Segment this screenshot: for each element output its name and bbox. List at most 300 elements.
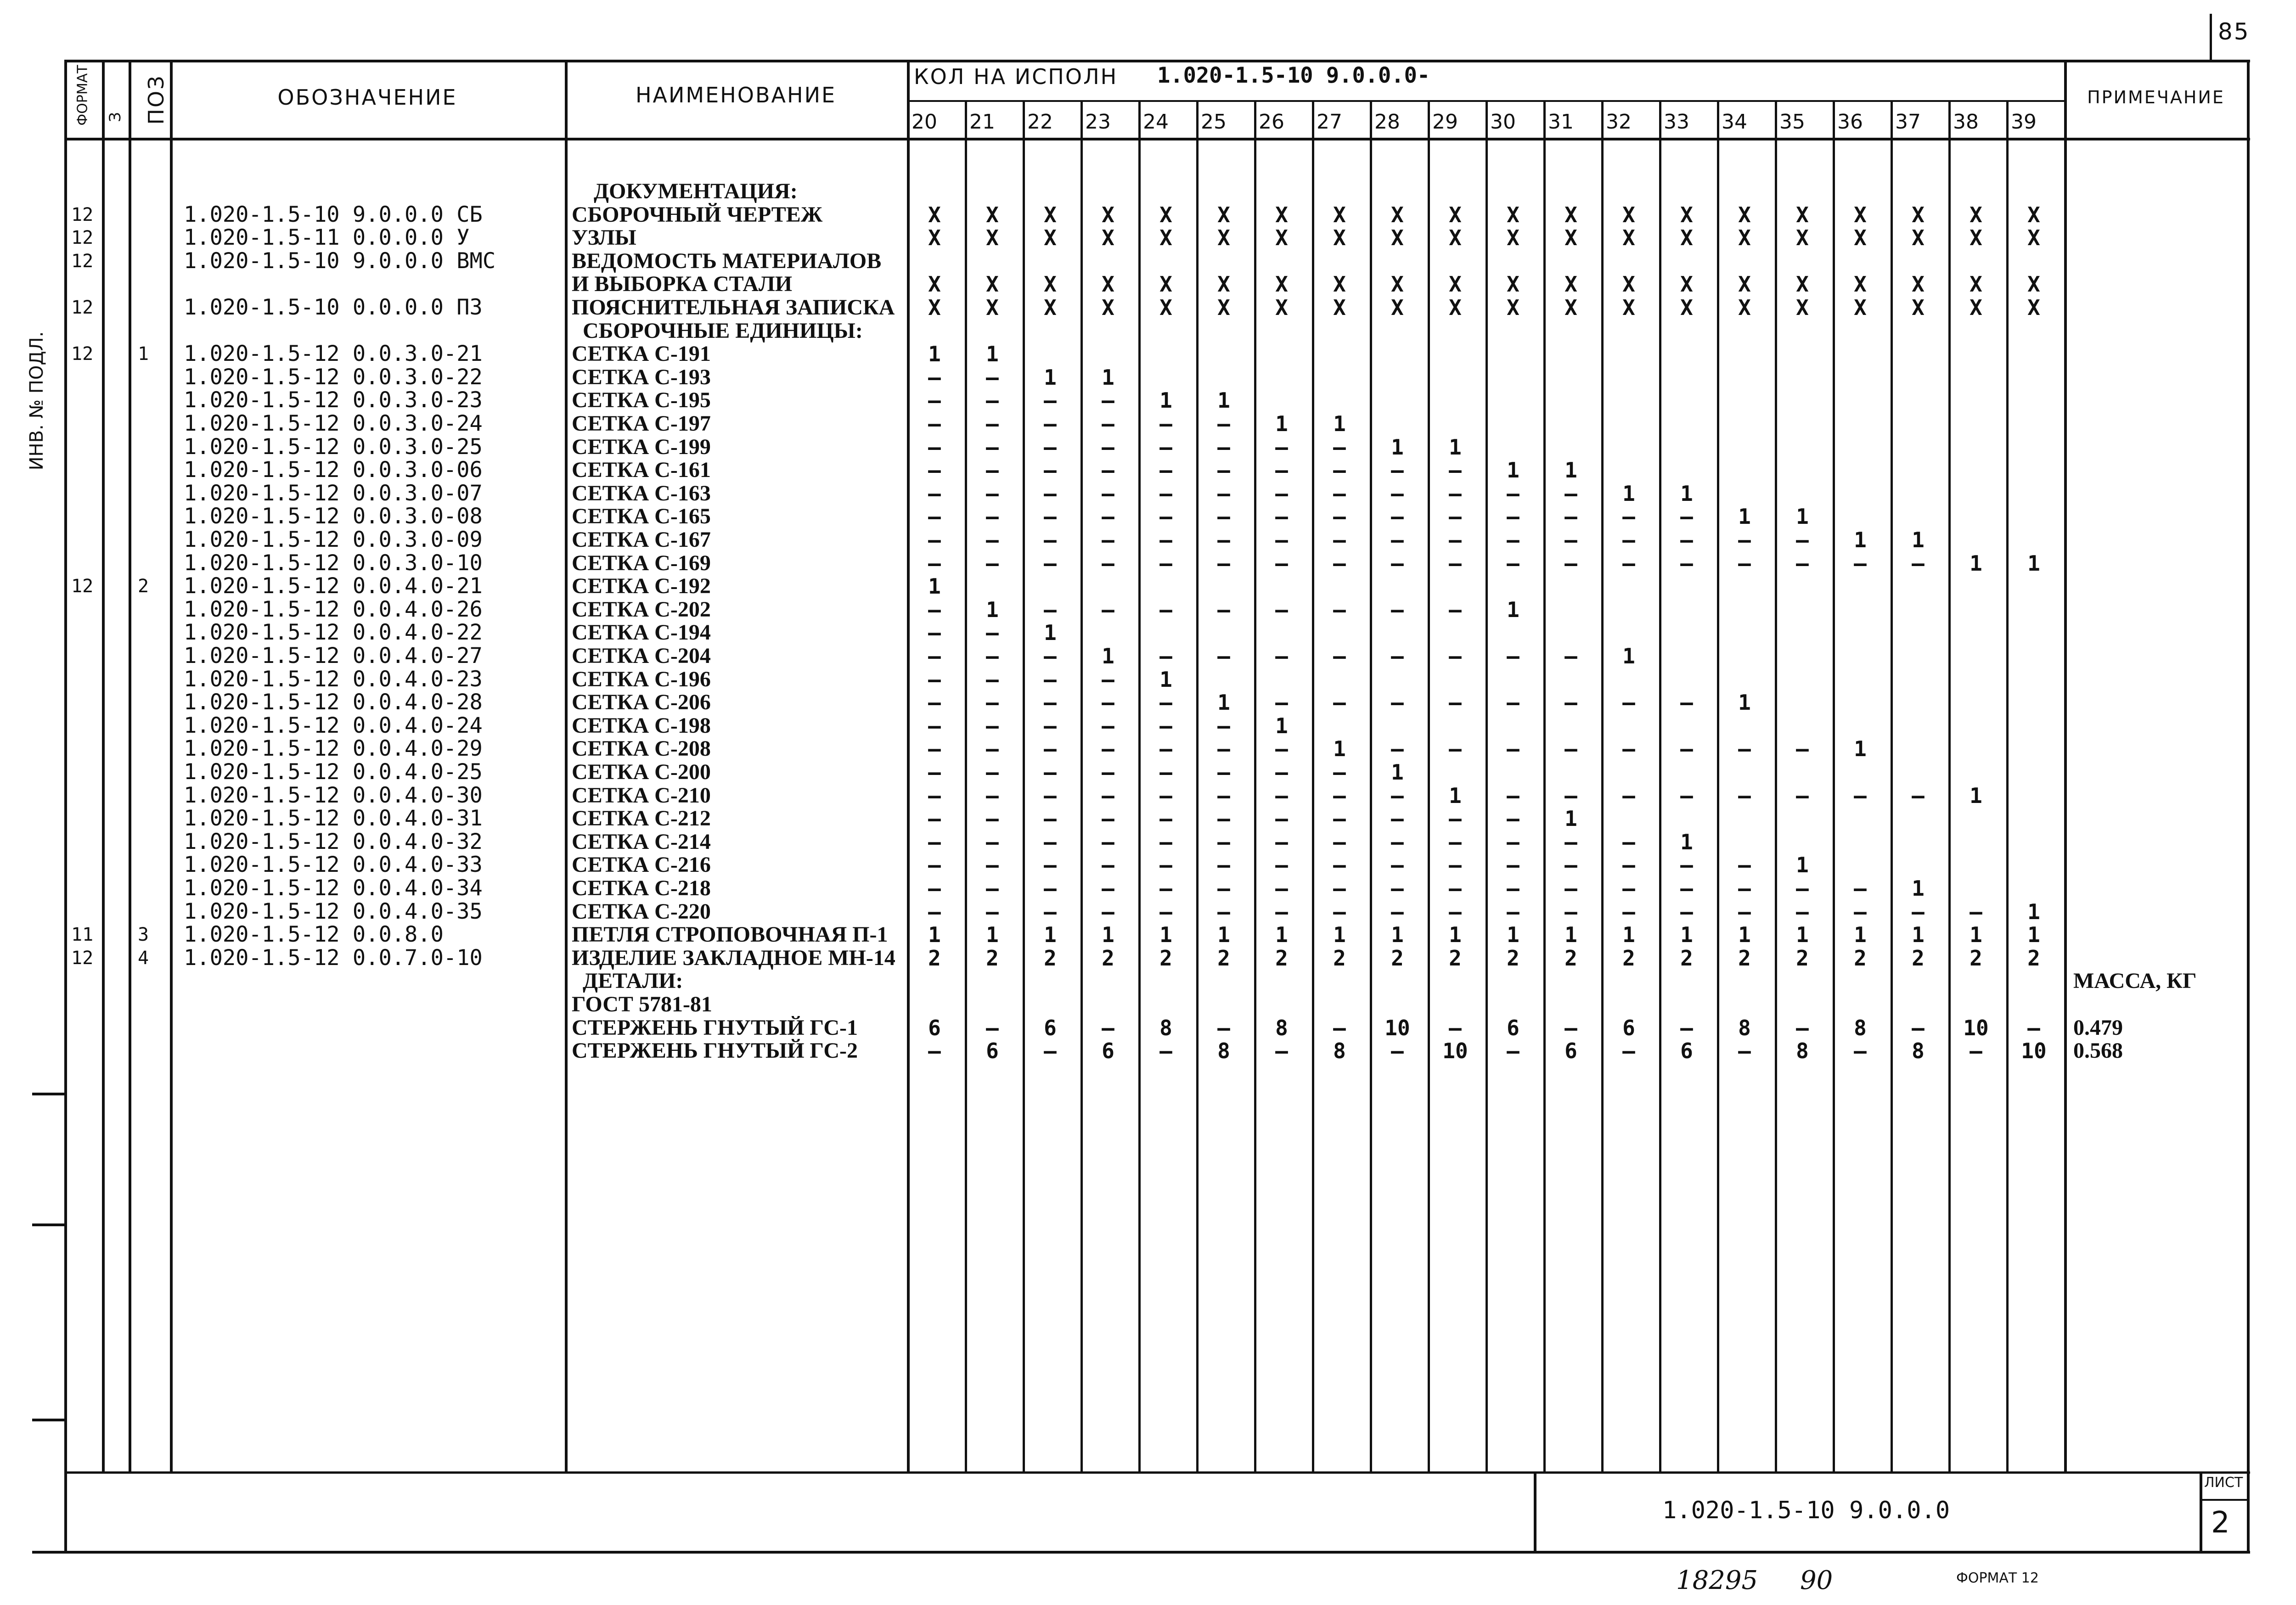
- row-qty-cell: –: [1159, 760, 1172, 785]
- row-qty-cell: X: [1391, 202, 1404, 227]
- row-qty-cell: –: [1622, 736, 1635, 762]
- row-designation: 1.020-1.5-12 0.0.4.0-34: [184, 875, 483, 901]
- row-qty-cell: 1: [1333, 922, 1346, 948]
- row-qty-cell: –: [1449, 597, 1462, 622]
- header-bottom-line: [64, 138, 2250, 140]
- row-qty-cell: 1: [1622, 481, 1635, 506]
- row-qty-cell: 2: [1912, 945, 1925, 971]
- row-qty-cell: –: [1854, 876, 1867, 901]
- row-qty-cell: –: [1391, 690, 1404, 715]
- row-qty-cell: X: [1854, 202, 1867, 227]
- row-qty-cell: –: [1044, 597, 1057, 622]
- row-qty-cell: –: [1102, 481, 1114, 506]
- row-designation: 1.020-1.5-12 0.0.4.0-32: [184, 829, 483, 854]
- row-qty-cell: –: [986, 528, 999, 552]
- row-designation: 1.020-1.5-12 0.0.4.0-24: [184, 713, 483, 738]
- row-qty-cell: –: [1102, 853, 1114, 878]
- row-qty-cell: 1: [1449, 434, 1462, 460]
- row-qty-cell: 2: [1854, 945, 1867, 971]
- row-qty-cell: –: [986, 783, 999, 808]
- row-name: СЕТКА С-202: [572, 597, 711, 622]
- row-qty-cell: –: [1217, 853, 1230, 878]
- row-qty-cell: –: [1333, 829, 1346, 854]
- variant-header: 23: [1085, 110, 1111, 134]
- row-qty-cell: –: [1507, 504, 1519, 529]
- row-qty-cell: X: [1333, 225, 1346, 251]
- row-qty-cell: –: [928, 597, 941, 622]
- row-qty-cell: 8: [1738, 1015, 1751, 1040]
- row-qty-cell: X: [928, 202, 941, 227]
- row-qty-cell: X: [1391, 295, 1404, 320]
- row-qty-cell: –: [1796, 783, 1809, 808]
- row-qty-cell: X: [1275, 225, 1288, 251]
- row-qty-cell: X: [1622, 272, 1635, 297]
- row-qty-cell: 1: [1159, 922, 1172, 948]
- row-qty-cell: 1: [1680, 481, 1693, 506]
- variant-header: 36: [1837, 110, 1863, 134]
- row-qty-cell: X: [986, 295, 999, 320]
- row-qty-cell: X: [986, 202, 999, 227]
- row-qty-cell: –: [1333, 597, 1346, 622]
- row-qty-cell: 2: [1738, 945, 1751, 971]
- row-qty-cell: –: [1391, 504, 1404, 529]
- row-qty-cell: –: [1622, 783, 1635, 808]
- row-qty-cell: 1: [2027, 922, 2040, 948]
- row-name: СЕТКА С-216: [572, 853, 711, 877]
- row-qty-cell: –: [1275, 783, 1288, 808]
- row-name: СЕТКА С-208: [572, 736, 711, 761]
- row-qty-cell: 2: [1275, 945, 1288, 971]
- row-qty-cell: X: [1044, 202, 1057, 227]
- row-qty-cell: –: [928, 853, 941, 878]
- row-designation: 1.020-1.5-10 9.0.0.0 ВМС: [184, 248, 496, 274]
- row-qty-cell: X: [1912, 272, 1925, 297]
- row-qty-cell: 1: [1738, 504, 1751, 529]
- titleblock-sheet-label: ЛИСТ: [2204, 1475, 2243, 1491]
- row-name: ПОЯСНИТЕЛЬНАЯ ЗАПИСКА: [572, 295, 895, 320]
- row-qty-cell: –: [1333, 504, 1346, 529]
- row-qty-cell: –: [1449, 899, 1462, 924]
- row-qty-cell: –: [1102, 388, 1114, 413]
- row-qty-cell: X: [2027, 295, 2040, 320]
- row-qty-cell: 2: [1507, 945, 1519, 971]
- row-qty-cell: –: [1854, 783, 1867, 808]
- row-qty-cell: –: [1217, 644, 1230, 668]
- row-name: ИЗДЕЛИЕ ЗАКЛАДНОЕ МН-14: [572, 945, 895, 970]
- row-qty-cell: –: [1912, 899, 1925, 924]
- row-qty-cell: –: [1217, 876, 1230, 901]
- row-qty-cell: –: [1970, 1038, 1982, 1064]
- row-qty-cell: –: [986, 1015, 999, 1040]
- row-qty-cell: –: [1391, 528, 1404, 552]
- variant-header: 37: [1895, 110, 1921, 134]
- row-qty-cell: –: [1507, 1038, 1519, 1064]
- row-qty-cell: –: [1102, 528, 1114, 552]
- row-qty-cell: –: [1102, 760, 1114, 785]
- row-qty-cell: X: [1738, 295, 1751, 320]
- row-qty-cell: –: [1102, 504, 1114, 529]
- row-qty-cell: –: [1159, 458, 1172, 483]
- row-qty-cell: –: [986, 620, 999, 645]
- row-qty-cell: –: [928, 667, 941, 692]
- row-qty-cell: –: [1449, 690, 1462, 715]
- row-name: СЕТКА С-194: [572, 620, 711, 645]
- row-qty-cell: –: [928, 388, 941, 413]
- row-qty-cell: X: [2027, 202, 2040, 227]
- row-qty-cell: 1: [1333, 411, 1346, 436]
- row-qty-cell: –: [928, 876, 941, 901]
- row-qty-cell: –: [1507, 783, 1519, 808]
- zone-header: З: [106, 112, 124, 122]
- row-qty-cell: –: [1275, 876, 1288, 901]
- row-qty-cell: 1: [1217, 690, 1230, 715]
- row-qty-cell: –: [928, 899, 941, 924]
- row-qty-cell: –: [1622, 1038, 1635, 1064]
- row-qty-cell: –: [1622, 899, 1635, 924]
- row-qty-cell: –: [928, 783, 941, 808]
- row-qty-cell: –: [1102, 783, 1114, 808]
- row-qty-cell: 1: [1333, 736, 1346, 762]
- margin-tick-3: [32, 1419, 64, 1421]
- row-qty-cell: –: [1275, 644, 1288, 668]
- row-qty-cell: –: [1159, 829, 1172, 854]
- row-designation: 1.020-1.5-12 0.0.4.0-27: [184, 643, 483, 668]
- row-qty-cell: –: [1796, 876, 1809, 901]
- row-qty-cell: 1: [1970, 783, 1982, 808]
- row-qty-cell: 1: [1217, 388, 1230, 413]
- row-name: СЕТКА С-210: [572, 783, 711, 808]
- row-qty-cell: –: [1333, 760, 1346, 785]
- row-qty-cell: –: [1217, 806, 1230, 831]
- row-qty-cell: X: [1217, 295, 1230, 320]
- row-qty-cell: –: [1044, 504, 1057, 529]
- row-position: 2: [138, 576, 149, 597]
- row-qty-cell: –: [1102, 550, 1114, 576]
- row-qty-cell: –: [1564, 481, 1577, 506]
- row-designation: 1.020-1.5-10 9.0.0.0 СБ: [184, 202, 483, 227]
- row-name: СЕТКА С-214: [572, 829, 711, 854]
- row-qty-cell: 1: [1102, 644, 1114, 668]
- row-qty-cell: 1: [1391, 922, 1404, 948]
- row-qty-cell: 10: [1384, 1015, 1410, 1040]
- row-qty-cell: –: [1680, 876, 1693, 901]
- frame-top-line: [64, 60, 2250, 62]
- row-qty-cell: X: [928, 225, 941, 251]
- row-qty-cell: X: [1275, 272, 1288, 297]
- row-qty-cell: 1: [1102, 365, 1114, 390]
- row-qty-cell: 1: [1796, 853, 1809, 878]
- row-designation: 1.020-1.5-12 0.0.8.0: [184, 922, 444, 948]
- name-header: НАИМЕНОВАНИЕ: [635, 83, 837, 107]
- row-qty-cell: –: [1796, 899, 1809, 924]
- row-qty-cell: 2: [986, 945, 999, 971]
- row-qty-cell: X: [1564, 225, 1577, 251]
- row-qty-cell: –: [1622, 504, 1635, 529]
- row-qty-cell: –: [1044, 713, 1057, 738]
- row-note: МАССА, КГ: [2073, 969, 2197, 993]
- row-qty-cell: –: [1102, 899, 1114, 924]
- row-qty-cell: –: [1159, 644, 1172, 668]
- row-qty-cell: –: [1217, 829, 1230, 854]
- row-name: СЕТКА С-165: [572, 504, 711, 529]
- row-qty-cell: –: [1738, 550, 1751, 576]
- row-qty-cell: –: [1044, 550, 1057, 576]
- row-qty-cell: –: [1507, 550, 1519, 576]
- row-qty-cell: –: [1738, 528, 1751, 552]
- row-qty-cell: X: [1738, 272, 1751, 297]
- variant-header: 39: [2011, 110, 2037, 134]
- row-qty-cell: –: [986, 829, 999, 854]
- row-qty-cell: –: [1159, 1038, 1172, 1064]
- row-qty-cell: –: [1564, 1015, 1577, 1040]
- row-qty-cell: –: [1159, 434, 1172, 460]
- row-qty-cell: 1: [928, 574, 941, 599]
- row-qty-cell: 1: [1738, 922, 1751, 948]
- row-format: 11: [71, 924, 94, 946]
- format-header: ФОРМАТ: [74, 65, 91, 126]
- row-qty-cell: 1: [1391, 760, 1404, 785]
- row-qty-cell: X: [1217, 202, 1230, 227]
- row-qty-cell: 2: [928, 945, 941, 971]
- row-note: 0.479: [2073, 1015, 2123, 1040]
- row-qty-cell: 1: [1449, 783, 1462, 808]
- row-designation: 1.020-1.5-10 0.0.0.0 ПЗ: [184, 295, 483, 320]
- row-qty-cell: X: [1102, 202, 1114, 227]
- row-qty-cell: X: [1507, 225, 1519, 251]
- row-qty-cell: 1: [1912, 876, 1925, 901]
- variant-header: 32: [1606, 110, 1632, 134]
- row-qty-cell: –: [1680, 1015, 1693, 1040]
- row-qty-cell: 1: [2027, 550, 2040, 576]
- row-qty-cell: –: [1449, 528, 1462, 552]
- row-qty-cell: –: [986, 550, 999, 576]
- row-qty-cell: X: [1449, 272, 1462, 297]
- row-qty-cell: –: [1159, 504, 1172, 529]
- row-designation: 1.020-1.5-12 0.0.3.0-21: [184, 341, 483, 367]
- row-name: ПЕТЛЯ СТРОПОВОЧНАЯ П-1: [572, 922, 888, 947]
- row-qty-cell: –: [928, 690, 941, 715]
- row-qty-cell: –: [1044, 481, 1057, 506]
- row-qty-cell: –: [1044, 736, 1057, 762]
- row-qty-cell: –: [1102, 597, 1114, 622]
- row-qty-cell: X: [1044, 225, 1057, 251]
- row-qty-cell: X: [1275, 295, 1288, 320]
- row-qty-cell: –: [1275, 760, 1288, 785]
- row-qty-cell: –: [1391, 597, 1404, 622]
- row-qty-cell: –: [1391, 481, 1404, 506]
- row-qty-cell: X: [1564, 202, 1577, 227]
- row-qty-cell: –: [1564, 876, 1577, 901]
- row-name: СБОРОЧНЫЕ ЕДИНИЦЫ:: [572, 318, 863, 343]
- row-qty-cell: –: [1333, 690, 1346, 715]
- row-qty-cell: 1: [1391, 434, 1404, 460]
- row-qty-cell: –: [986, 481, 999, 506]
- row-designation: 1.020-1.5-12 0.0.3.0-22: [184, 364, 483, 390]
- row-qty-cell: –: [1333, 644, 1346, 668]
- variant-header: 28: [1374, 110, 1400, 134]
- row-qty-cell: –: [1217, 597, 1230, 622]
- row-qty-cell: –: [1217, 899, 1230, 924]
- row-qty-cell: 1: [1217, 922, 1230, 948]
- variant-header: 33: [1664, 110, 1689, 134]
- row-qty-cell: 2: [1449, 945, 1462, 971]
- row-qty-cell: –: [1391, 899, 1404, 924]
- row-qty-cell: 1: [1796, 504, 1809, 529]
- row-qty-cell: –: [1044, 528, 1057, 552]
- row-qty-cell: 1: [2027, 899, 2040, 924]
- row-qty-cell: 2: [1564, 945, 1577, 971]
- row-qty-cell: 6: [1564, 1038, 1577, 1064]
- row-qty-cell: –: [1796, 1015, 1809, 1040]
- row-position: 4: [138, 947, 149, 969]
- row-qty-cell: –: [928, 829, 941, 854]
- row-name: СЕТКА С-220: [572, 899, 711, 924]
- row-qty-cell: –: [928, 458, 941, 483]
- row-qty-cell: –: [1217, 528, 1230, 552]
- row-qty-cell: –: [1507, 899, 1519, 924]
- margin-tick-4: [32, 1551, 64, 1554]
- row-qty-cell: X: [1159, 272, 1172, 297]
- row-designation: 1.020-1.5-12 0.0.4.0-25: [184, 759, 483, 785]
- row-name: СЕТКА С-212: [572, 806, 711, 831]
- variant-header: 30: [1490, 110, 1516, 134]
- row-qty-cell: –: [986, 760, 999, 785]
- row-qty-cell: –: [928, 550, 941, 576]
- row-qty-cell: –: [1044, 1038, 1057, 1064]
- row-qty-cell: 1: [1680, 829, 1693, 854]
- qty-header: КОЛ НА ИСПОЛН: [914, 64, 1118, 89]
- row-qty-cell: –: [1102, 411, 1114, 436]
- row-qty-cell: –: [1217, 1015, 1230, 1040]
- row-qty-cell: –: [1102, 667, 1114, 692]
- row-qty-cell: 2: [1680, 945, 1693, 971]
- row-qty-cell: –: [1680, 899, 1693, 924]
- row-qty-cell: –: [1507, 690, 1519, 715]
- row-qty-cell: –: [928, 365, 941, 390]
- row-qty-cell: X: [1391, 272, 1404, 297]
- row-qty-cell: –: [1102, 806, 1114, 831]
- row-qty-cell: –: [1159, 597, 1172, 622]
- row-format: 12: [71, 343, 94, 365]
- row-note: 0.568: [2073, 1038, 2123, 1063]
- row-qty-cell: 1: [1564, 458, 1577, 483]
- row-name: СЕТКА С-204: [572, 644, 711, 668]
- row-qty-cell: –: [1044, 853, 1057, 878]
- titleblock-sheet-line: [2200, 1471, 2202, 1552]
- row-qty-cell: –: [1275, 434, 1288, 460]
- row-qty-cell: 6: [986, 1038, 999, 1064]
- variant-header: 29: [1432, 110, 1458, 134]
- row-qty-cell: –: [986, 434, 999, 460]
- row-designation: 1.020-1.5-12 0.0.4.0-22: [184, 620, 483, 645]
- frame-bottom-line: [64, 1551, 2250, 1554]
- row-name: СЕТКА С-200: [572, 760, 711, 784]
- row-qty-cell: 1: [1044, 922, 1057, 948]
- row-qty-cell: X: [1159, 295, 1172, 320]
- row-qty-cell: –: [986, 644, 999, 668]
- col-line-fmt: [102, 60, 105, 1473]
- row-qty-cell: –: [1912, 550, 1925, 576]
- row-qty-cell: –: [1622, 690, 1635, 715]
- row-name: СЕТКА С-197: [572, 411, 711, 436]
- row-name: СТЕРЖЕНЬ ГНУТЫЙ ГС-1: [572, 1015, 858, 1040]
- row-name: СЕТКА С-198: [572, 713, 711, 738]
- row-qty-cell: X: [1507, 272, 1519, 297]
- row-designation: 1.020-1.5-12 0.0.7.0-10: [184, 945, 483, 971]
- row-qty-cell: –: [1044, 806, 1057, 831]
- row-qty-cell: X: [928, 272, 941, 297]
- row-qty-cell: X: [1912, 202, 1925, 227]
- row-qty-cell: 10: [1963, 1015, 1989, 1040]
- row-qty-cell: 1: [1275, 411, 1288, 436]
- row-qty-cell: –: [1217, 504, 1230, 529]
- row-qty-cell: X: [1449, 225, 1462, 251]
- row-qty-cell: 6: [1044, 1015, 1057, 1040]
- row-qty-cell: 2: [1796, 945, 1809, 971]
- row-qty-cell: 1: [1044, 365, 1057, 390]
- row-designation: 1.020-1.5-12 0.0.3.0-06: [184, 457, 483, 483]
- row-qty-cell: X: [1680, 225, 1693, 251]
- side-stamp: ИНВ. № ПОДЛ.: [26, 331, 47, 471]
- row-qty-cell: X: [1217, 225, 1230, 251]
- titleblock-top-line: [64, 1471, 2250, 1474]
- row-qty-cell: –: [1622, 853, 1635, 878]
- row-qty-cell: –: [1275, 504, 1288, 529]
- row-qty-cell: –: [1044, 388, 1057, 413]
- row-qty-cell: 10: [1442, 1038, 1468, 1064]
- row-qty-cell: –: [986, 876, 999, 901]
- row-qty-cell: –: [1507, 853, 1519, 878]
- row-qty-cell: –: [1217, 458, 1230, 483]
- row-format: 12: [71, 297, 94, 318]
- row-qty-cell: 8: [1275, 1015, 1288, 1040]
- row-qty-cell: –: [1449, 644, 1462, 668]
- row-qty-cell: –: [1102, 736, 1114, 762]
- row-qty-cell: –: [1507, 644, 1519, 668]
- row-qty-cell: X: [1796, 202, 1809, 227]
- row-qty-cell: 1: [1622, 644, 1635, 668]
- margin-tick-1: [32, 1093, 64, 1095]
- row-qty-cell: –: [928, 411, 941, 436]
- row-name: СТЕРЖЕНЬ ГНУТЫЙ ГС-2: [572, 1038, 858, 1063]
- row-qty-cell: –: [1159, 899, 1172, 924]
- row-qty-cell: –: [1275, 853, 1288, 878]
- row-designation: 1.020-1.5-12 0.0.3.0-09: [184, 527, 483, 552]
- row-qty-cell: 1: [1796, 922, 1809, 948]
- row-qty-cell: –: [1217, 760, 1230, 785]
- row-position: 1: [138, 343, 149, 365]
- row-qty-cell: X: [1970, 225, 1982, 251]
- row-qty-cell: 1: [1680, 922, 1693, 948]
- row-qty-cell: –: [1159, 713, 1172, 738]
- row-name: СЕТКА С-163: [572, 481, 711, 505]
- row-designation: 1.020-1.5-12 0.0.3.0-25: [184, 434, 483, 460]
- pos-header: ПОЗ: [144, 74, 169, 125]
- row-qty-cell: 8: [1217, 1038, 1230, 1064]
- row-qty-cell: –: [1159, 736, 1172, 762]
- row-qty-cell: X: [1391, 225, 1404, 251]
- row-qty-cell: X: [1854, 295, 1867, 320]
- row-qty-cell: X: [1912, 225, 1925, 251]
- row-designation: 1.020-1.5-12 0.0.4.0-30: [184, 782, 483, 808]
- row-qty-cell: –: [1044, 690, 1057, 715]
- row-name: СБОРОЧНЫЙ ЧЕРТЕЖ: [572, 202, 823, 227]
- row-qty-cell: –: [1680, 783, 1693, 808]
- row-qty-cell: –: [986, 853, 999, 878]
- row-qty-cell: –: [1391, 1038, 1404, 1064]
- row-qty-cell: 2: [1622, 945, 1635, 971]
- row-qty-cell: –: [928, 644, 941, 668]
